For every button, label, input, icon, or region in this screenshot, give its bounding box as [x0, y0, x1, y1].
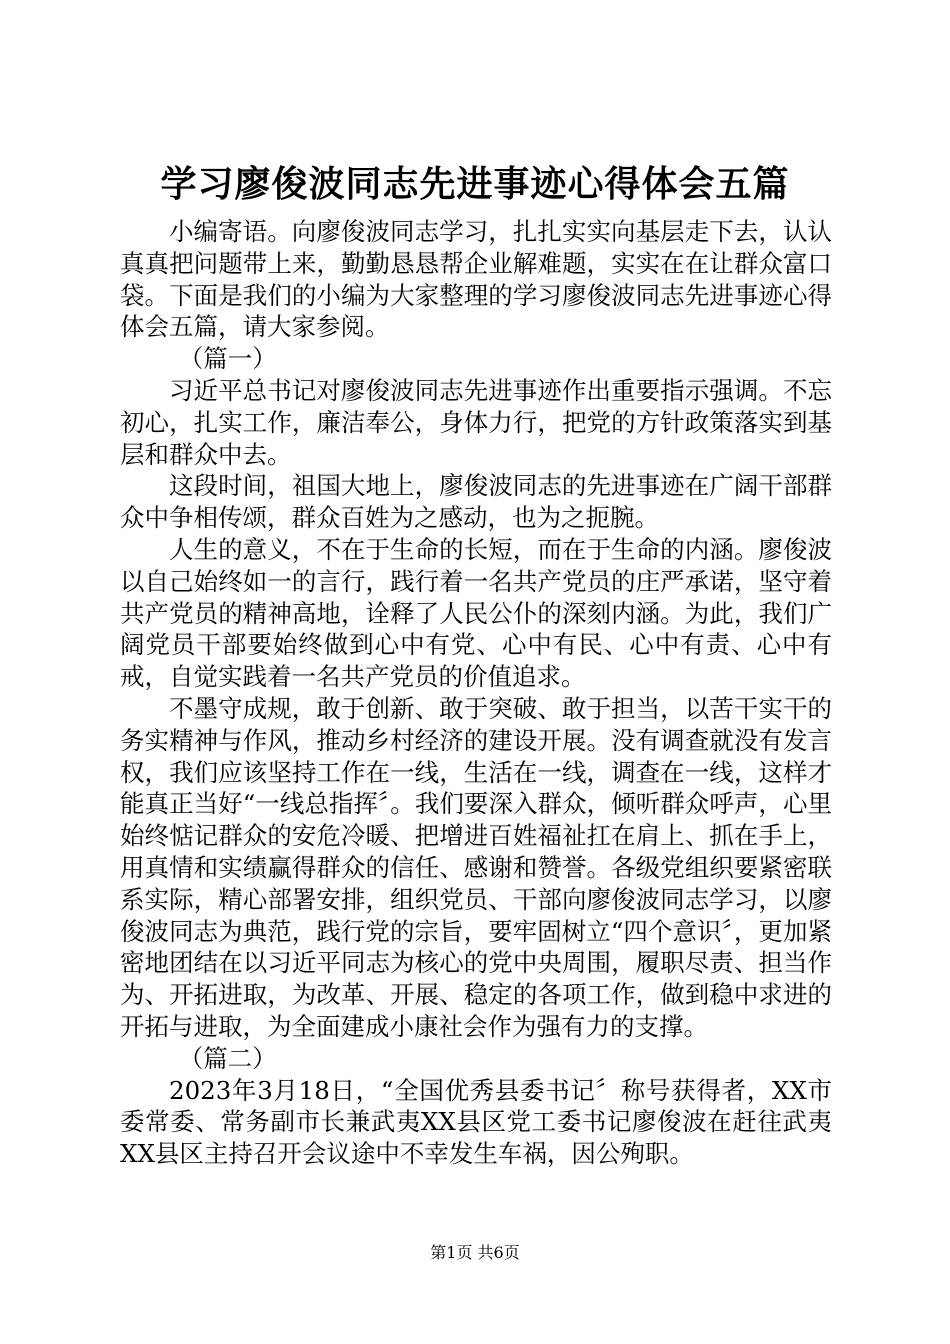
body-paragraph: 习近平总书记对廖俊波同志先进事迹作出重要指示强调。不忘初心，扎实工作，廉洁奉公，身体力行，把党的方针政策落实到基层和群众中去。 [120, 375, 832, 469]
page-number-footer: 第1页 共6页 [430, 1243, 520, 1262]
section-heading-2: （篇二） [178, 1043, 277, 1073]
document-body [120, 216, 832, 1170]
body-paragraph: 2023年3月18日，“全国优秀县委书记〞称号获得者，XX市委常委、常务副市长兼武夷XX县区党工委书记廖俊波在赶往武夷XX县区主持召开会议途中不幸发生车祸，因公殉职。 [120, 1075, 832, 1169]
intro-paragraph: 小编寄语。向廖俊波同志学习，扎扎实实向基层走下去，认认真真把问题带上来，勤勤恳恳帮企业解难题，实实在在让群众富口袋。下面是我们的小编为大家整理的学习廖俊波同志先进事迹心得体会五篇，请大家参阅。 [120, 217, 832, 342]
body-paragraph: 这段时间，祖国大地上，廖俊波同志的先进事迹在广阔干部群众中争相传颂，群众百姓为之感动，也为之扼腕。 [120, 471, 832, 533]
body-paragraph: 不墨守成规，敢于创新、敢于突破、敢于担当，以苦干实干的务实精神与作风，推动乡村经济的建设开展。没有调查就没有发言权，我们应该坚持工作在一线，生活在一线，调查在一线，这样才能真正当好“一线总指挥〞。我们要深入群众，倾听群众呼声，心里始终惦记群众的安危冷暖、把增进百姓福祉扛在肩上、抓在手上，用真情和实绩赢得群众的信任、感谢和赞誉。各级党组织要紧密联系实际，精心部署安排，组织党员、干部向廖俊波同志学习，以廖俊波同志为典范，践行党的宗旨，要牢固树立“四个意识〞，更加紧密地团结在以习近平同志为核心的党中央周围，履职尽责、担当作为、开拓进取，为改革、开展、稳定的各项工作，做到稳中求进的开拓与进取，为全面建成小康社会作为强有力的支撑。 [120, 693, 832, 1041]
section-heading-1: （篇一） [178, 344, 277, 374]
document-title: 学习廖俊波同志先进事迹心得体会五篇 [160, 163, 790, 205]
body-paragraph: 人生的意义，不在于生命的长短，而在于生命的内涵。廖俊波以自己始终如一的言行，践行着一名共产党员的庄严承诺，坚守着共产党员的精神高地，诠释了人民公仆的深刻内涵。为此，我们广阔党员干部要始终做到心中有党、心中有民、心中有责、心中有戒，自觉实践着一名共产党员的价值追求。 [120, 534, 832, 692]
